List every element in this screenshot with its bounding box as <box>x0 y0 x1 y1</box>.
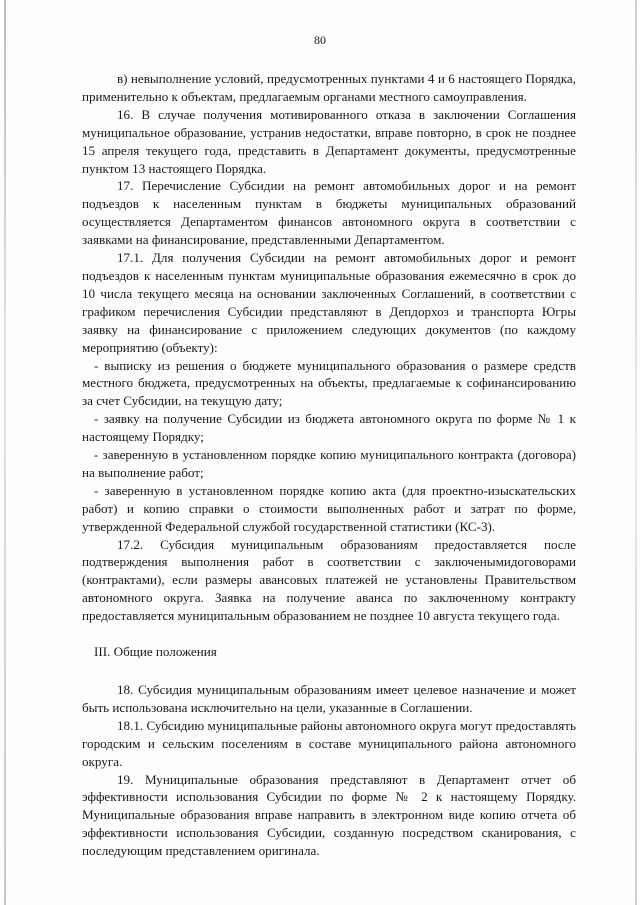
page-number: 80 <box>314 33 326 47</box>
bullet-subsidy-request: - заявку на получение Субсидии из бюджета автономного округа по форме № 1 к настоящему Порядку; <box>82 411 576 445</box>
paragraph-16: 16. В случае получения мотивированного отказа в заключении Соглашения муниципальное образование, устранив недостатки, вправе повторно, в срок не позднее 15 апреля текущего года, представить в Департамент документы, предусмотренные пунктом 13 настоящего Порядка. <box>82 106 576 176</box>
paragraph-17-1: 17.1. Для получения Субсидии на ремонт автомобильных дорог и ремонт подъездов к населенным пунктам муниципальные образования ежемесячно в срок до 10 числа текущего месяца на основании заключенных Соглашений, в соответствии с графиком перечисления Субсидии представляют в Депдорхоз и транспорта Югры заявку на финансирование с приложением следующих документов (по каждому мероприятию (объекту): <box>82 250 576 355</box>
paragraph-17: 17. Перечисление Субсидии на ремонт автомобильных дорог и на ремонт подъездов к населенным пунктам в бюджеты муниципальных образований осуществляется Департаментом финансов автономного округа в соответствии с заявками на финансирование, представленными Департаментом. <box>82 178 576 248</box>
bullet-contract-copy: - заверенную в установленном порядке копию муниципального контракта (договора) на выполнение работ; <box>82 447 576 480</box>
bullet-budget-extract: - выписку из решения о бюджете муниципального образования о размере средств местного бюджета, предусмотренных на объекты, предлагаемые к софинансированию за счет Субсидии, на текущую дату; <box>82 357 576 409</box>
bullet-act-copy: - заверенную в установленном порядке копию акта (для проектно-изыскательских работ) и копию справки о стоимости выполненных работ и затрат по форме, утвержденной Федеральной службой государственной статистики (КС-3). <box>82 482 576 534</box>
paragraph-18: 18. Субсидия муниципальным образованиям имеет целевое назначение и может быть использована исключительно на цели, указанные в Соглашении. <box>82 682 576 715</box>
paragraph-17-2: 17.2. Субсидия муниципальным образованиям предоставляется после подтверждения выполнения работ в соответствии с заключенымидоговорами (контрактами), если размеры авансовых платежей не установлены Правительством автономного округа. Заявка на получение аванса по заключенному контракту предоставляется муниципальным образованием не позднее 10 августа текущего года. <box>82 536 576 624</box>
scan-edge-left <box>4 0 6 905</box>
paragraph-19: 19. Муниципальные образования представляют в Департамент отчет об эффективности использования Субсидии по форме № 2 к настоящему Порядку. Муниципальные образования вправе направить в электронном виде копию отчета об эффективности использования Субсидии, созданную посредством сканирования, с последующим представлением оригинала. <box>82 771 576 859</box>
section-heading: III. Общие положения <box>94 644 217 660</box>
paragraph-18-1: 18.1. Субсидию муниципальные районы автономного округа могут предоставлять городским и сельским поселениям в составе муниципального района автономного округа. <box>82 717 576 769</box>
scan-edge-right <box>635 0 637 905</box>
paragraph-15v: в) невыполнение условий, предусмотренных пунктами 4 и 6 настоящего Порядка, применительно к объектам, предлагаемым органами местного самоуправления. <box>82 71 576 104</box>
document-body <box>82 70 576 860</box>
